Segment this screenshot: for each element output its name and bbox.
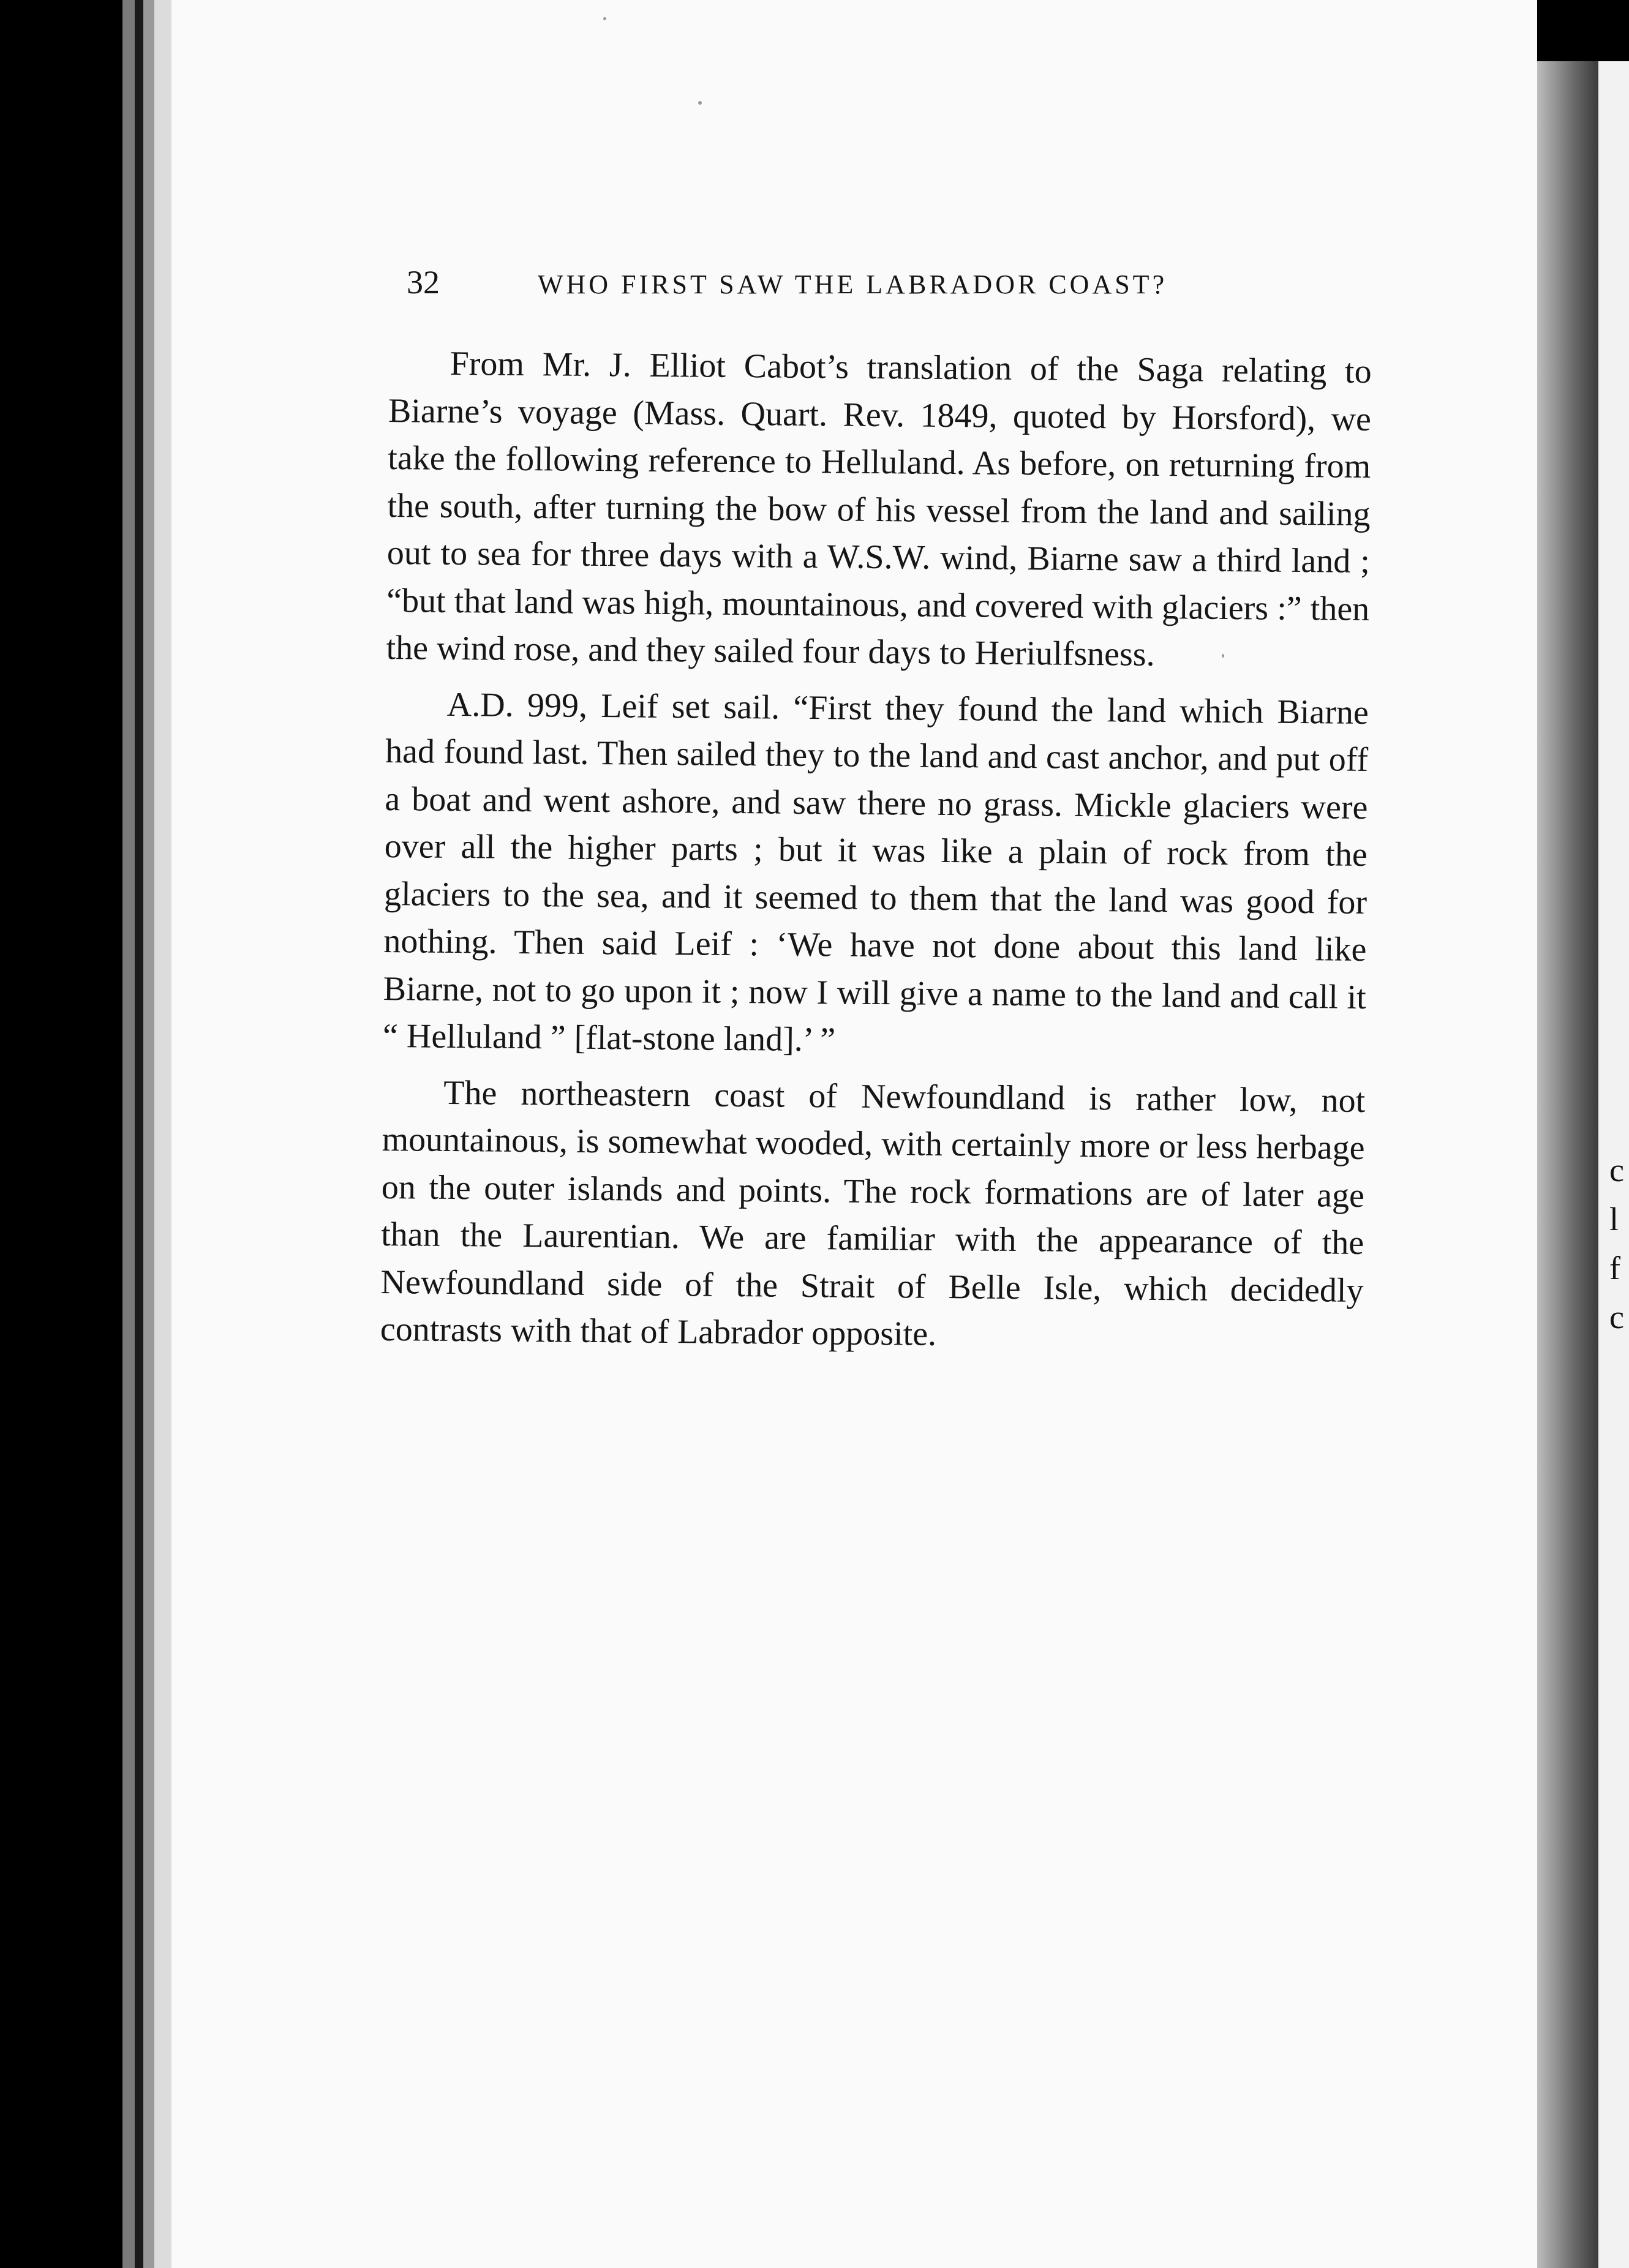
- page-edge-strip: [135, 0, 143, 2268]
- scan-speck: [698, 101, 702, 105]
- gutter-shadow-top: [1537, 0, 1629, 61]
- page-edge-strip: [143, 0, 154, 2268]
- adjacent-page-glyph: c: [1609, 1299, 1624, 1335]
- scan-speck: [603, 17, 606, 20]
- adjacent-page-glyph: f: [1609, 1250, 1620, 1286]
- paragraph: A.D. 999, Leif set sail. “First they found the land which Biarne had found last. Then sailed they to the land and cast anchor, and put off a boat and went ashore, and saw there no grass. Mickle glaciers were over all the higher parts ; but it was like a plain of rock from the glaciers to the sea, and it seemed to them that the land was good for nothing. Then said Leif : ‘We have not done about this land like Biarne, not to go upon it ; now I will give a name to the land and call it “ Helluland ” [flat-stone land].’ ”: [382, 685, 1369, 1059]
- paragraph: The northeastern coast of Newfoundland is rather low, not mountainous, is somewhat wooded, with certainly more or less herbage on the outer islands and points. The rock formations are of later age than the Laurentian. We are familiar with the appearance of the Newfoundland side of the Strait of Belle Isle, which decidedly contrasts with that of Labrador opposite.: [380, 1073, 1366, 1353]
- adjacent-page-glyph: c: [1609, 1152, 1624, 1188]
- binding-gutter: [1537, 61, 1598, 2268]
- paragraph: From Mr. J. Elliot Cabot’s translation of the Saga relating to Biarne’s voyage (Mass. Quart. Rev. 1849, quoted by Horsford), we take the following reference to Helluland. As before, on returning from the south, after turning the bow of his vessel from the land and sailing out to sea for three days with a W.S.W. wind, Biarne saw a third land ; “but that land was high, mountainous, and covered with glaciers :” then the wind rose, and they sailed four days to Heriulfsness.: [386, 344, 1372, 674]
- running-head-title: WHO FIRST SAW THE LABRADOR COAST?: [538, 269, 1168, 299]
- running-head: [407, 263, 1264, 301]
- page-number: 32: [407, 264, 440, 301]
- body-text: [380, 340, 1372, 1370]
- page-edge-strip: [154, 0, 171, 2268]
- adjacent-page-glyph: l: [1609, 1201, 1619, 1237]
- page-edge-strip: [122, 0, 135, 2268]
